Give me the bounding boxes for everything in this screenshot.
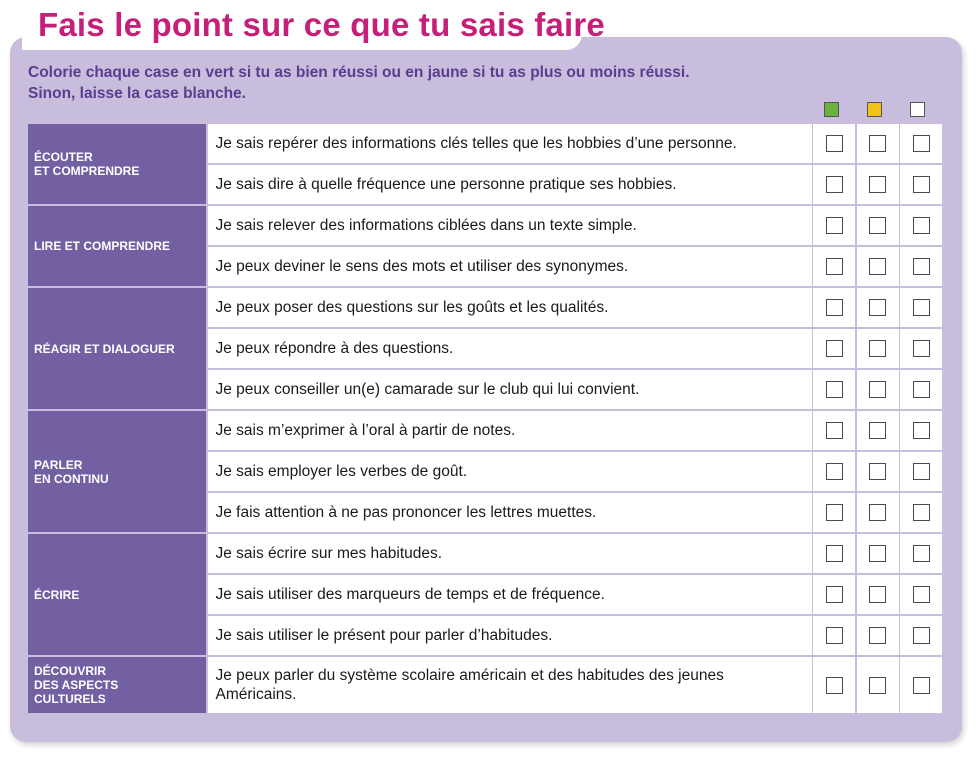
white-checkbox[interactable] bbox=[913, 504, 930, 521]
instructions-line-2: Sinon, laisse la case blanche. bbox=[28, 85, 246, 102]
checkbox-cell bbox=[900, 616, 942, 655]
legend-green-box bbox=[824, 102, 839, 117]
white-checkbox[interactable] bbox=[913, 135, 930, 152]
category-cell bbox=[28, 534, 206, 655]
statement-cell: Je sais repérer des informations clés telles que les hobbies d’une personne. bbox=[208, 124, 812, 163]
green-checkbox[interactable] bbox=[826, 545, 843, 562]
yellow-checkbox[interactable] bbox=[869, 217, 886, 234]
green-checkbox[interactable] bbox=[826, 135, 843, 152]
skills-table bbox=[28, 124, 941, 713]
statement-cell: Je sais m’exprimer à l’oral à partir de notes. bbox=[208, 411, 812, 450]
checkbox-cell bbox=[900, 575, 942, 614]
green-checkbox[interactable] bbox=[826, 504, 843, 521]
statement-cell: Je sais employer les verbes de goût. bbox=[208, 452, 812, 491]
page-title: Fais le point sur ce que tu sais faire bbox=[38, 6, 605, 43]
checkbox-cell bbox=[900, 288, 942, 327]
checkbox-cell bbox=[813, 657, 855, 713]
category-label-line: PARLER bbox=[34, 457, 83, 472]
category-label-line: LIRE ET COMPRENDRE bbox=[34, 239, 171, 253]
white-checkbox[interactable] bbox=[913, 586, 930, 603]
yellow-checkbox[interactable] bbox=[869, 627, 886, 644]
checkbox-cell bbox=[813, 165, 855, 204]
statement-cell: Je sais relever des informations ciblées dans un texte simple. bbox=[208, 206, 812, 245]
white-checkbox[interactable] bbox=[913, 217, 930, 234]
checkbox-cell bbox=[813, 288, 855, 327]
statement-cell: Je fais attention à ne pas prononcer les lettres muettes. bbox=[208, 493, 812, 532]
white-checkbox[interactable] bbox=[913, 176, 930, 193]
white-checkbox[interactable] bbox=[913, 258, 930, 275]
checkbox-cell bbox=[813, 206, 855, 245]
checkbox-cell bbox=[857, 493, 899, 532]
checkbox-cell bbox=[900, 493, 942, 532]
yellow-checkbox[interactable] bbox=[869, 463, 886, 480]
yellow-checkbox[interactable] bbox=[869, 381, 886, 398]
green-checkbox[interactable] bbox=[826, 677, 843, 694]
statement-cell: Je peux conseiller un(e) camarade sur le club qui lui convient. bbox=[208, 370, 812, 409]
category-label-line: CULTURELS bbox=[34, 692, 106, 706]
category-label-line: ÉCOUTER bbox=[34, 150, 93, 164]
green-checkbox[interactable] bbox=[826, 258, 843, 275]
checkbox-cell bbox=[900, 124, 942, 163]
checkbox-cell bbox=[857, 575, 899, 614]
checkbox-cell bbox=[900, 247, 942, 286]
green-checkbox[interactable] bbox=[826, 176, 843, 193]
white-checkbox[interactable] bbox=[913, 545, 930, 562]
statement-cell: Je sais écrire sur mes habitudes. bbox=[208, 534, 812, 573]
category-label-line: DES ASPECTS bbox=[34, 678, 119, 692]
checkbox-cell bbox=[857, 411, 899, 450]
checkbox-cell bbox=[900, 657, 942, 713]
white-checkbox[interactable] bbox=[913, 381, 930, 398]
checkbox-cell bbox=[900, 206, 942, 245]
checkbox-cell bbox=[813, 329, 855, 368]
statement-cell: Je peux répondre à des questions. bbox=[208, 329, 812, 368]
checkbox-cell bbox=[813, 534, 855, 573]
checkbox-cell bbox=[857, 534, 899, 573]
checkbox-cell bbox=[900, 452, 942, 491]
instructions bbox=[28, 62, 788, 104]
checkbox-cell bbox=[813, 411, 855, 450]
checkbox-cell bbox=[813, 493, 855, 532]
yellow-checkbox[interactable] bbox=[869, 135, 886, 152]
statement-cell: Je peux parler du système scolaire américain et des habitudes des jeunes Américains. bbox=[208, 657, 812, 713]
yellow-checkbox[interactable] bbox=[869, 545, 886, 562]
green-checkbox[interactable] bbox=[826, 422, 843, 439]
checkbox-cell bbox=[813, 575, 855, 614]
category-label-line: EN CONTINU bbox=[34, 471, 109, 486]
checkbox-cell bbox=[813, 452, 855, 491]
category-cell bbox=[28, 206, 206, 286]
green-checkbox[interactable] bbox=[826, 299, 843, 316]
green-checkbox[interactable] bbox=[826, 463, 843, 480]
checkbox-cell bbox=[900, 534, 942, 573]
white-checkbox[interactable] bbox=[913, 340, 930, 357]
checkbox-cell bbox=[857, 247, 899, 286]
statement-cell: Je peux deviner le sens des mots et utiliser des synonymes. bbox=[208, 247, 812, 286]
checkbox-cell bbox=[857, 329, 899, 368]
checkbox-cell bbox=[813, 124, 855, 163]
yellow-checkbox[interactable] bbox=[869, 299, 886, 316]
category-cell bbox=[28, 411, 206, 532]
yellow-checkbox[interactable] bbox=[869, 176, 886, 193]
checkbox-cell bbox=[813, 247, 855, 286]
checkbox-cell bbox=[857, 657, 899, 713]
checkbox-cell bbox=[900, 165, 942, 204]
checkbox-cell bbox=[900, 370, 942, 409]
checkbox-cell bbox=[857, 288, 899, 327]
white-checkbox[interactable] bbox=[913, 677, 930, 694]
green-checkbox[interactable] bbox=[826, 340, 843, 357]
legend-yellow-box bbox=[867, 102, 882, 117]
category-cell bbox=[28, 288, 206, 409]
checkbox-cell bbox=[813, 370, 855, 409]
white-checkbox[interactable] bbox=[913, 299, 930, 316]
statement-cell: Je sais dire à quelle fréquence une personne pratique ses hobbies. bbox=[208, 165, 812, 204]
checkbox-cell bbox=[813, 616, 855, 655]
category-label-line: DÉCOUVRIR bbox=[34, 664, 107, 678]
yellow-checkbox[interactable] bbox=[869, 677, 886, 694]
legend-white-box bbox=[910, 102, 925, 117]
category-label-line: ÉCRIRE bbox=[34, 587, 80, 602]
yellow-checkbox[interactable] bbox=[869, 340, 886, 357]
green-checkbox[interactable] bbox=[826, 217, 843, 234]
checkbox-cell bbox=[857, 165, 899, 204]
yellow-checkbox[interactable] bbox=[869, 258, 886, 275]
white-checkbox[interactable] bbox=[913, 627, 930, 644]
green-checkbox[interactable] bbox=[826, 586, 843, 603]
yellow-checkbox[interactable] bbox=[869, 504, 886, 521]
statement-cell: Je sais utiliser des marqueurs de temps et de fréquence. bbox=[208, 575, 812, 614]
white-checkbox[interactable] bbox=[913, 463, 930, 480]
green-checkbox[interactable] bbox=[826, 627, 843, 644]
statement-cell: Je sais utiliser le présent pour parler d’habitudes. bbox=[208, 616, 812, 655]
category-cell bbox=[28, 657, 206, 713]
checkbox-cell bbox=[857, 206, 899, 245]
category-cell bbox=[28, 124, 206, 204]
checkbox-cell bbox=[857, 370, 899, 409]
checkbox-cell bbox=[857, 616, 899, 655]
category-label-line: RÉAGIR ET DIALOGUER bbox=[34, 341, 175, 356]
checkbox-cell bbox=[857, 452, 899, 491]
statement-cell: Je peux poser des questions sur les goûts et les qualités. bbox=[208, 288, 812, 327]
yellow-checkbox[interactable] bbox=[869, 586, 886, 603]
green-checkbox[interactable] bbox=[826, 381, 843, 398]
checkbox-cell bbox=[900, 411, 942, 450]
yellow-checkbox[interactable] bbox=[869, 422, 886, 439]
checkbox-cell bbox=[900, 329, 942, 368]
checkbox-cell bbox=[857, 124, 899, 163]
category-label-line: ET COMPRENDRE bbox=[34, 164, 140, 178]
white-checkbox[interactable] bbox=[913, 422, 930, 439]
instructions-line-1: Colorie chaque case en vert si tu as bien réussi ou en jaune si tu as plus ou moins réussi. bbox=[28, 64, 690, 81]
